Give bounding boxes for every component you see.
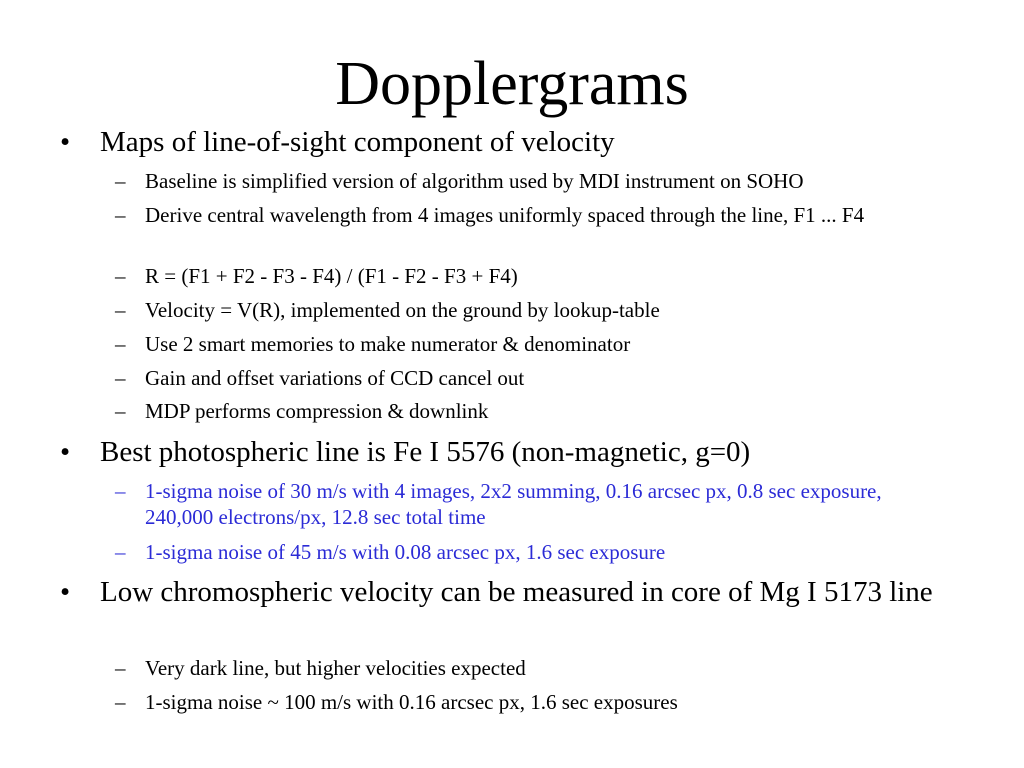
sub-bullet-glyph: – [115,690,126,714]
sub-bullet-text: Velocity = V(R), implemented on the ground by lookup-table [145,298,660,322]
slide-title: Dopplergrams [335,50,689,118]
sub-bullet-text: 1-sigma noise of 45 m/s with 0.08 arcsec px, 1.6 sec exposure [145,540,666,564]
sub-bullet-glyph: – [115,169,126,193]
sub-bullet-glyph: – [115,264,126,288]
sub-bullet-glyph: – [115,332,126,356]
sub-bullet-glyph: – [115,399,126,423]
sub-bullet-text: Derive central wavelength from 4 images uniformly spaced through the line, F1 ... F4 [145,203,865,227]
bullet-glyph: • [60,436,71,468]
sub-bullet-glyph: – [115,540,126,564]
sub-bullet-glyph: – [115,656,126,680]
sub-bullet-text: Use 2 smart memories to make numerator & denominator [145,332,631,356]
sub-bullet-text: R = (F1 + F2 - F3 - F4) / (F1 - F2 - F3 + F4) [145,264,518,288]
sub-bullet-text: 1-sigma noise ~ 100 m/s with 0.16 arcsec px, 1.6 sec exposures [145,690,678,714]
sub-bullet-text: 1-sigma noise of 30 m/s with 4 images, 2x2 summing, 0.16 arcsec px, 0.8 sec exposure, 240,000 electrons/px, 12.8 sec total time [145,479,882,529]
sub-bullet-text: Very dark line, but higher velocities expected [145,656,526,680]
bullet-text: Best photospheric line is Fe I 5576 (non-magnetic, g=0) [100,436,751,468]
bullet-glyph: • [60,126,71,158]
sub-bullet-glyph: – [115,203,126,227]
sub-bullet-glyph: – [115,366,126,390]
bullet-text: Maps of line-of-sight component of velocity [100,126,615,158]
sub-bullet-glyph: – [115,479,126,503]
sub-bullet-text: Gain and offset variations of CCD cancel out [145,366,525,390]
sub-bullet-text: Baseline is simplified version of algorithm used by MDI instrument on SOHO [145,169,804,193]
sub-bullet-glyph: – [115,298,126,322]
sub-bullet-text: MDP performs compression & downlink [145,399,489,423]
bullet-glyph: • [60,576,71,608]
bullet-text: Low chromospheric velocity can be measured in core of Mg I 5173 line [100,576,933,608]
